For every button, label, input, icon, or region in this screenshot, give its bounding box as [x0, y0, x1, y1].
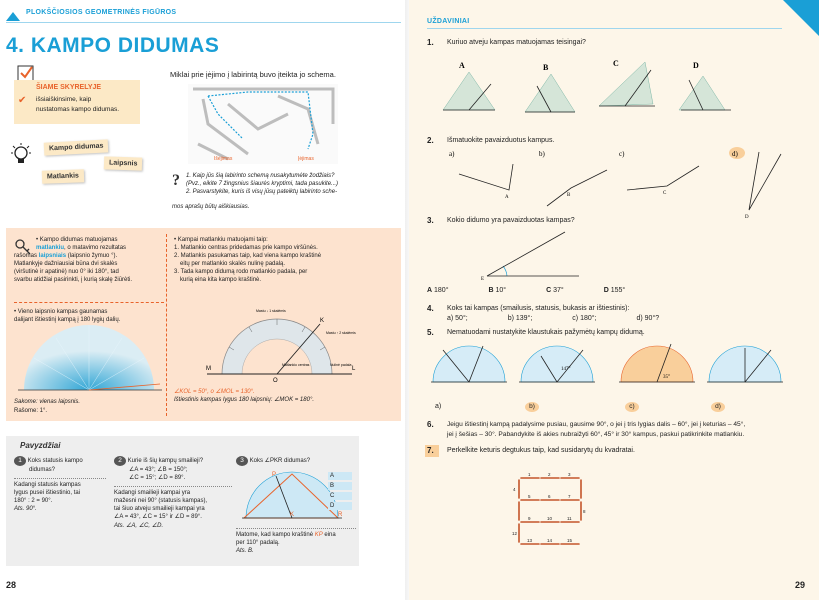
question-1b: (Pvz., eikite 7 žingsnius šiaurės kryptimi, tada pasukite...) [186, 181, 339, 188]
example-3 [236, 456, 356, 466]
keyword-matlankis: Matlankis [42, 169, 84, 183]
header-rule [6, 22, 401, 23]
ex3-r: R [338, 512, 343, 518]
t3-figure [479, 228, 599, 280]
ex2-num: 2 [114, 456, 126, 466]
section-text-1: išsiaiškinsime, kaip [36, 96, 92, 103]
info-line-3a: rašomas [14, 253, 39, 259]
matches-puzzle [513, 470, 613, 570]
t2-pt-b: B [567, 193, 571, 198]
say-text: Sakome: vienas laipsnis. [14, 399, 81, 405]
ex2-a2: mažesni nei 90° (statusis kampas), [114, 498, 208, 505]
info-right-text: • Kampai matlankiu matuojami taip: 1. Matlankio centras pridedamas prie kampo viršūnės. 2. Matlankis pasukamas taip, kad viena kampo kraštinė eitų per matlankio skalės nulinę padalą. 3. Tada kampo didumą rodo matlankio padala, per kurią eina kita kampo kraštinė. [174, 236, 396, 285]
t1-label-b: B [543, 63, 549, 72]
step-2b: eitų per matlankio skalės nulinę padalą. [180, 261, 286, 268]
info-box [6, 228, 401, 421]
info-matlankiu: matlankiu [36, 245, 65, 252]
t1-label-d: D [693, 61, 699, 70]
page-title: 4. KAMPO DIDUMAS [6, 34, 220, 57]
info-line-3c: (laipsnio žymuo °). [66, 253, 118, 259]
example-2 [114, 456, 232, 530]
pt-k: K [320, 318, 325, 324]
info-bullet-2b: dalijant ištiestinį kampą į 180 lygių dalių. [14, 317, 121, 324]
ex2-a3: tai šiuo atveju smailieji kampai yra [114, 506, 205, 513]
t1-text: Kuriuo atveju kampas matuojamas teisingai? [447, 39, 586, 46]
t2-label-b: b) [539, 150, 545, 158]
t2-pt-c: C [663, 191, 667, 196]
t1-figures [441, 56, 741, 126]
t2-pt-d: D [745, 215, 749, 220]
example-1 [14, 456, 106, 513]
info-bullet-2a: Vieno laipsnio kampas gaunamas [17, 309, 108, 315]
match-3: 3 [568, 472, 571, 477]
t2-text: Išmatuokite pavaizduotus kampus. [447, 137, 555, 144]
ex1-q1: Koks statusis kampo [27, 458, 83, 464]
ex1-a2: lygus pusei ištiestinio, tai [14, 490, 81, 497]
t3-choice-c: C 37° [546, 287, 564, 294]
tasks-heading: UŽDAVINIAI [427, 18, 470, 25]
maze-entrance-label: Įėjimas [298, 156, 314, 162]
t6-line-2: jei į šešias – 30°. Pabandykite iš akies nubraižyti 60°, 45° ir 30° kampus, paskui patikrinkite matlankiu. [447, 431, 745, 438]
t5-label-d: d) [711, 402, 725, 412]
section-box [14, 80, 140, 124]
ex2-a4: ∠A = 43°, ∠C = 15° ir ∠D = 89°. [114, 514, 202, 521]
t4-num: 4. [427, 304, 434, 313]
t2-label-d: d) [732, 150, 738, 158]
info-divider-h [14, 302, 164, 303]
question-2: 2. Pasvarstykite, kuris iš visų jūsų pateiktų labirinto sche- [186, 189, 338, 196]
match-14: 14 [547, 538, 553, 543]
right-page [409, 0, 819, 600]
pt-m: M [206, 366, 211, 372]
info-line-2b: , o matavimo rezultatas [64, 245, 127, 252]
question-1: 1. Kaip jūs šią labirinto schemą nusakytumėte žodžiais? [186, 173, 335, 179]
t6-line-1: Jeigu ištiestinį kampą padalysime pusiau, gausime 90°, o jei į tris lygias dalis – 60°, jei į keturias – 45°, [447, 421, 746, 428]
ex1-num: 1 [14, 456, 26, 466]
ex2-q: Kurie iš šių kampų smailieji? [127, 458, 204, 464]
ex3-choice-a: A [328, 472, 352, 480]
match-13: 13 [527, 538, 533, 543]
intro-questions [186, 172, 404, 196]
ex3-p: P [272, 472, 277, 478]
step-3b: kurią eina kita kampo kraštinė. [180, 277, 262, 284]
ex3-choice-b: B [328, 482, 352, 490]
ex3-ans: Ats. B. [236, 548, 254, 555]
t3-point: E [481, 277, 485, 282]
info-line-6: svarbu atidžiai pasirinkti, į kurią skalę žiūrėti. [14, 277, 133, 284]
ex3-choice-d: D [328, 502, 352, 510]
info-laipsniais: laipsniais [38, 253, 67, 259]
t1-label-a: A [459, 61, 465, 70]
section-heading: ŠIAME SKYRELYJE [36, 84, 102, 91]
match-10: 10 [547, 516, 553, 521]
t5-text: Nematuodami nustatykite klaustukais pažymėtų kampų didumą. [447, 329, 645, 336]
ex3-q: Koks ∠PKR didumas? [249, 458, 311, 464]
pt-l: L [352, 366, 356, 372]
match-8: 8 [583, 509, 586, 514]
maze-exit-label: Išėjimas [214, 156, 233, 162]
match-6: 6 [548, 494, 551, 499]
t3-num: 3. [427, 216, 434, 225]
ex3-answer [236, 528, 356, 555]
section-text-2: nustatomas kampo didumas. [36, 106, 120, 113]
t2-label-a: a) [449, 150, 455, 158]
match-2: 2 [548, 472, 551, 477]
t5-label-b: b) [525, 402, 539, 412]
keyword-kampo-didumas: Kampo didumas [44, 139, 109, 155]
t4-items [447, 314, 659, 324]
match-12: 12 [512, 531, 518, 536]
examples-heading: Pavyzdžiai [20, 441, 61, 450]
t2-num: 2. [427, 136, 434, 145]
result-2: Ištiestinis kampas lygus 180 laipsnių: ∠MOK = 180°. [174, 397, 315, 404]
t4-item-b: b) 139°; [507, 315, 533, 322]
ex3-a1a: Matome, kad kampo kraštinė [236, 532, 315, 538]
t4-item-a: a) 50°; [447, 315, 468, 322]
ex3-k: K [290, 512, 295, 518]
t2-figures [447, 146, 787, 222]
protractor-zero: Nulinė padala [330, 363, 352, 367]
intro-text: Miklai prie įėjimo į labirintą buvo įteikta jo schema. [170, 70, 336, 79]
t3-choice-d: D 155° [603, 287, 626, 294]
ex2-ans: Ats. ∠A, ∠C, ∠D. [114, 522, 164, 529]
t5-label-a: a) [435, 403, 442, 410]
t5-label-c: c) [625, 402, 639, 412]
ex3-choices [328, 472, 352, 510]
ex2-l2: ∠C = 15°; ∠D = 89°. [129, 475, 186, 482]
t4-item-c: c) 180°; [572, 315, 597, 322]
pt-o: O [273, 378, 278, 384]
ex2-a1: Kadangi smailieji kampai yra [114, 490, 191, 497]
question-icon: ? [172, 172, 180, 189]
match-1: 1 [528, 472, 531, 477]
examples-box [6, 436, 359, 566]
info-line-5: (viršutinė ir apatinė) nuo 0° iki 180°, tad [14, 269, 119, 276]
half-circle-diagram [14, 332, 164, 394]
t3-choice-b: B 10° [488, 287, 507, 294]
info-right-intro: Kampai matlankiu matuojami taip: [177, 237, 268, 243]
t1-num: 1. [427, 38, 434, 47]
question-2b: mos aprašų būtų aiškiausias. [172, 204, 250, 210]
t6-num: 6. [427, 420, 434, 429]
t7-text: Perkelkite keturis degtukus taip, kad susidarytų du kvadratai. [447, 447, 635, 454]
keyword-laipsnis: Laipsnis [104, 156, 143, 170]
corner-triangle [783, 0, 819, 36]
chapter-label: PLOKŠČIOSIOS GEOMETRINĖS FIGŪROS [26, 9, 177, 16]
info-bullet-2: • Vieno laipsnio kampas gaunamas dalijant ištiestinį kampą į 180 lygių dalių. [14, 308, 164, 324]
match-11: 11 [567, 516, 572, 521]
ex3-a1c: eina [322, 532, 336, 538]
match-7: 7 [568, 494, 571, 499]
match-4: 4 [513, 487, 516, 492]
protractor-result [174, 388, 314, 404]
step-3: 3. Tada kampo didumą rodo matlankio padala, per [174, 269, 308, 276]
t2-pt-a: A [505, 195, 509, 200]
info-line-1: Kampo didumas matuojamas [39, 237, 118, 243]
protractor-center: Matlankio centras [282, 363, 310, 367]
t5-figures [431, 342, 791, 402]
maze-diagram [188, 84, 338, 164]
ex3-num: 3 [236, 456, 248, 466]
lightbulb-icon [8, 142, 34, 168]
ex3-a1b: KP [314, 532, 323, 538]
t7-num: 7. [427, 446, 434, 455]
write-text: Rašome: 1°. [14, 408, 48, 414]
step-2: 2. Matlankis pasukamas taip, kad viena kampo kraštinė [174, 253, 322, 260]
t4-text: Koks tai kampas (smailusis, statusis, bukasis ar ištiestinis): [447, 305, 630, 312]
ex1-ans: Ats. 90°. [14, 506, 37, 513]
ex2-l1: ∠A = 43°; ∠B = 150°; [129, 467, 188, 473]
ex3-choice-c: C [328, 492, 352, 500]
info-line-4: Matlankyje dažniausiai būna dvi skalės [14, 261, 118, 268]
t2-label-c: c) [619, 150, 625, 158]
ex1-a1: Kadangi statusis kampas [14, 482, 81, 489]
match-9: 9 [528, 516, 531, 521]
tasks-rule [427, 28, 782, 29]
info-divider [166, 234, 167, 416]
match-5: 5 [528, 494, 531, 499]
result-1: ∠KOL = 50°, o ∠MOL = 130°. [174, 389, 255, 395]
t3-choice-a: A 180° [427, 287, 449, 294]
chapter-icon [6, 8, 20, 18]
match-15: 15 [567, 538, 573, 543]
t1-label-c: C [613, 59, 619, 68]
step-1: 1. Matlankio centras pridedamas prie kampo viršūnės. [174, 245, 318, 252]
ex1-q2: didumas? [29, 467, 56, 473]
t5-mark-35: 35° [663, 375, 670, 380]
protractor-scale-bottom: Mastu ↑ 2 skalėmis [326, 331, 356, 335]
checkmark-icon: ✔ [18, 95, 27, 106]
t5-mark-147: 147° [561, 367, 571, 372]
page-number-left: 28 [6, 580, 17, 590]
t4-item-d: d) 90°? [636, 315, 660, 322]
ex1-a3: 180° : 2 = 90°. [14, 498, 53, 505]
ex3-a2: per 110° padalą. [236, 540, 280, 547]
protractor-scale-top: Mastu ↓ 1 skalėmis [256, 309, 286, 313]
t3-choices [427, 286, 787, 296]
info-left-text: • Kampo didumas matuojamas matlankiu, o matavimo rezultatas [36, 237, 127, 252]
left-page [0, 0, 409, 600]
info-left-text-2 [14, 252, 164, 284]
protractor-diagram [202, 304, 372, 384]
t3-text: Kokio didumo yra pavaizduotas kampas? [447, 217, 575, 224]
page-number-right: 29 [795, 580, 806, 590]
t5-num: 5. [427, 328, 434, 337]
